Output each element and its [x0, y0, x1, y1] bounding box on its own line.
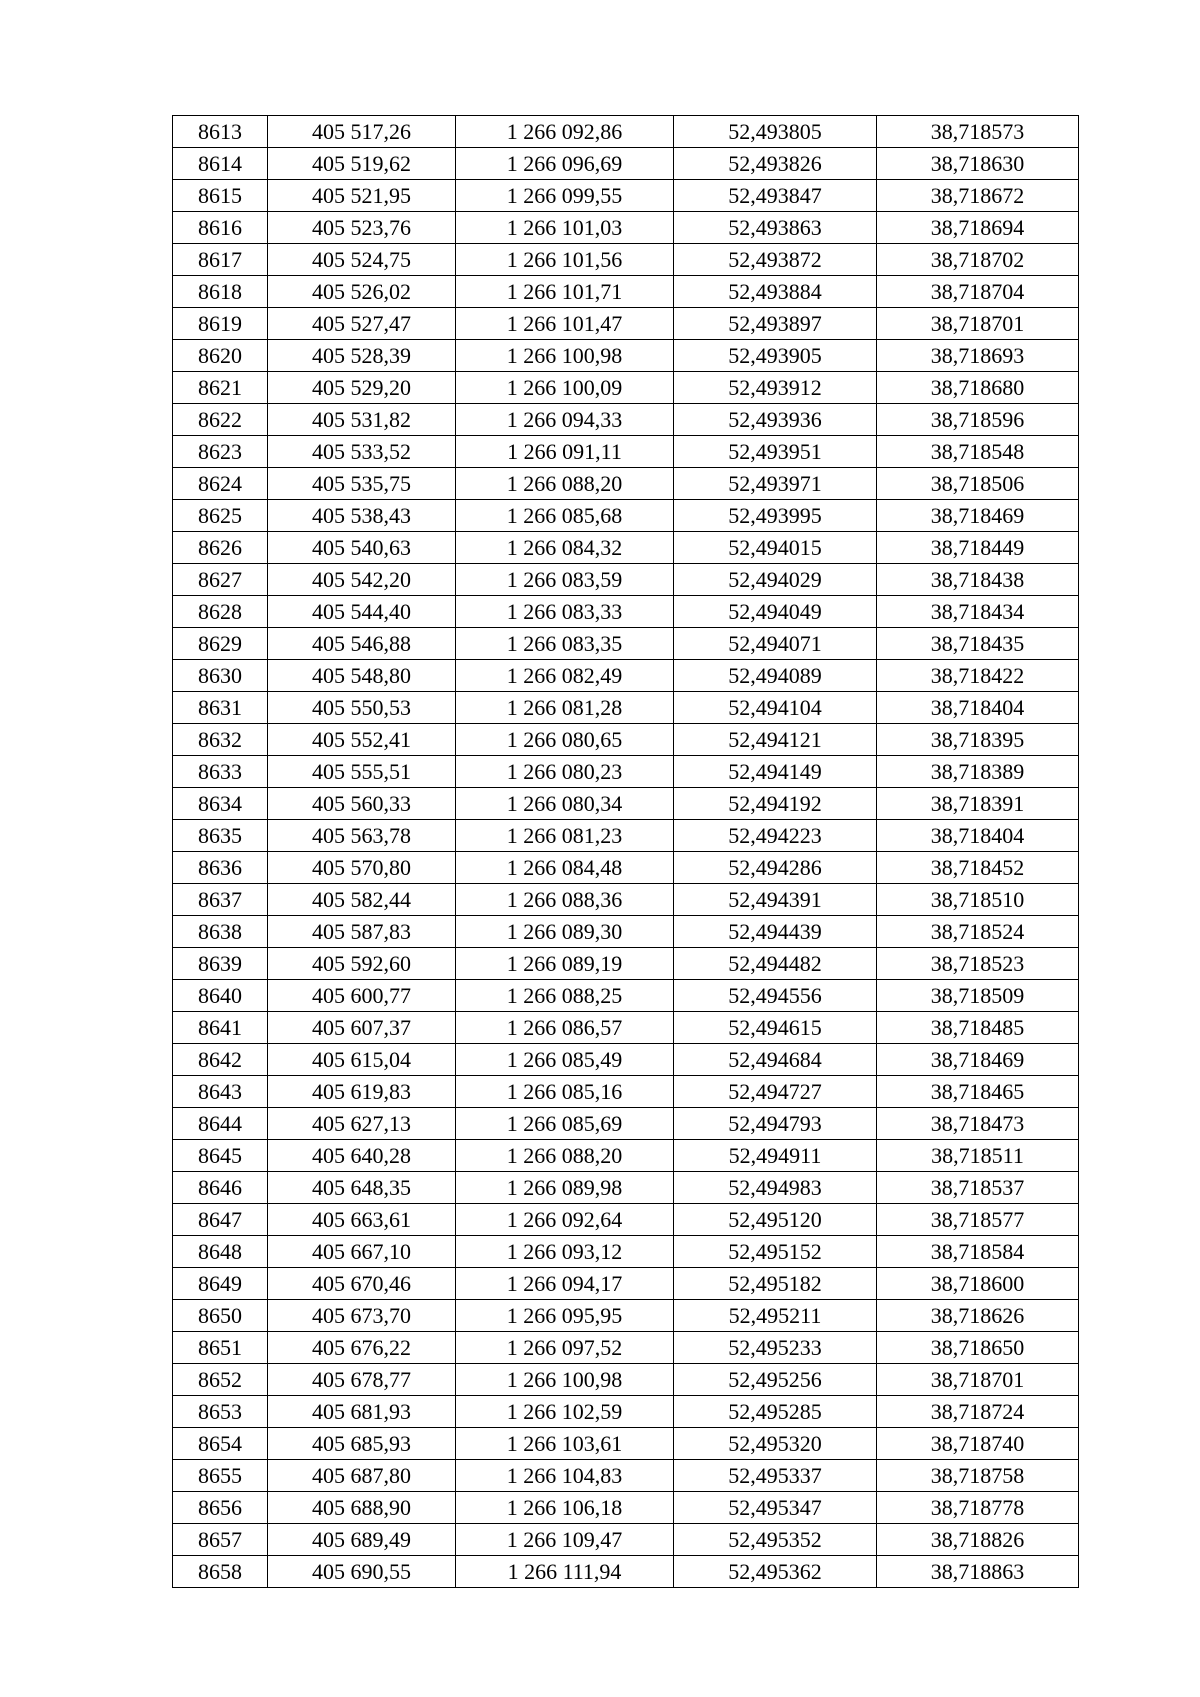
y-coordinate-cell: 1 266 111,94 [456, 1556, 674, 1588]
longitude-cell: 38,718395 [877, 724, 1079, 756]
latitude-cell: 52,494192 [674, 788, 877, 820]
y-coordinate-cell: 1 266 101,56 [456, 244, 674, 276]
y-coordinate-cell: 1 266 084,32 [456, 532, 674, 564]
latitude-cell: 52,494911 [674, 1140, 877, 1172]
latitude-cell: 52,493971 [674, 468, 877, 500]
point-number-cell: 8648 [173, 1236, 268, 1268]
latitude-cell: 52,493884 [674, 276, 877, 308]
latitude-cell: 52,495152 [674, 1236, 877, 1268]
x-coordinate-cell: 405 667,10 [268, 1236, 456, 1268]
latitude-cell: 52,494149 [674, 756, 877, 788]
y-coordinate-cell: 1 266 101,71 [456, 276, 674, 308]
longitude-cell: 38,718778 [877, 1492, 1079, 1524]
x-coordinate-cell: 405 560,33 [268, 788, 456, 820]
x-coordinate-cell: 405 538,43 [268, 500, 456, 532]
latitude-cell: 52,494015 [674, 532, 877, 564]
x-coordinate-cell: 405 570,80 [268, 852, 456, 884]
latitude-cell: 52,494793 [674, 1108, 877, 1140]
table-row [173, 1556, 1079, 1588]
longitude-cell: 38,718626 [877, 1300, 1079, 1332]
y-coordinate-cell: 1 266 083,35 [456, 628, 674, 660]
x-coordinate-cell: 405 685,93 [268, 1428, 456, 1460]
x-coordinate-cell: 405 531,82 [268, 404, 456, 436]
y-coordinate-cell: 1 266 080,23 [456, 756, 674, 788]
x-coordinate-cell: 405 592,60 [268, 948, 456, 980]
x-coordinate-cell: 405 523,76 [268, 212, 456, 244]
y-coordinate-cell: 1 266 080,34 [456, 788, 674, 820]
point-number-cell: 8652 [173, 1364, 268, 1396]
x-coordinate-cell: 405 600,77 [268, 980, 456, 1012]
latitude-cell: 52,494223 [674, 820, 877, 852]
point-number-cell: 8617 [173, 244, 268, 276]
latitude-cell: 52,493826 [674, 148, 877, 180]
longitude-cell: 38,718510 [877, 884, 1079, 916]
table-row [173, 436, 1079, 468]
y-coordinate-cell: 1 266 095,95 [456, 1300, 674, 1332]
point-number-cell: 8651 [173, 1332, 268, 1364]
table-row [173, 1076, 1079, 1108]
y-coordinate-cell: 1 266 085,16 [456, 1076, 674, 1108]
point-number-cell: 8631 [173, 692, 268, 724]
y-coordinate-cell: 1 266 089,30 [456, 916, 674, 948]
point-number-cell: 8635 [173, 820, 268, 852]
table-row [173, 1044, 1079, 1076]
x-coordinate-cell: 405 526,02 [268, 276, 456, 308]
y-coordinate-cell: 1 266 094,33 [456, 404, 674, 436]
point-number-cell: 8642 [173, 1044, 268, 1076]
x-coordinate-cell: 405 663,61 [268, 1204, 456, 1236]
latitude-cell: 52,495320 [674, 1428, 877, 1460]
table-row [173, 500, 1079, 532]
y-coordinate-cell: 1 266 085,69 [456, 1108, 674, 1140]
table-row [173, 372, 1079, 404]
point-number-cell: 8619 [173, 308, 268, 340]
y-coordinate-cell: 1 266 086,57 [456, 1012, 674, 1044]
point-number-cell: 8650 [173, 1300, 268, 1332]
point-number-cell: 8629 [173, 628, 268, 660]
x-coordinate-cell: 405 519,62 [268, 148, 456, 180]
y-coordinate-cell: 1 266 091,11 [456, 436, 674, 468]
x-coordinate-cell: 405 552,41 [268, 724, 456, 756]
coordinates-table [172, 115, 1079, 1588]
x-coordinate-cell: 405 521,95 [268, 180, 456, 212]
latitude-cell: 52,495352 [674, 1524, 877, 1556]
table-row [173, 148, 1079, 180]
longitude-cell: 38,718523 [877, 948, 1079, 980]
point-number-cell: 8657 [173, 1524, 268, 1556]
x-coordinate-cell: 405 681,93 [268, 1396, 456, 1428]
point-number-cell: 8654 [173, 1428, 268, 1460]
table-row [173, 1364, 1079, 1396]
point-number-cell: 8621 [173, 372, 268, 404]
latitude-cell: 52,494439 [674, 916, 877, 948]
point-number-cell: 8653 [173, 1396, 268, 1428]
y-coordinate-cell: 1 266 082,49 [456, 660, 674, 692]
x-coordinate-cell: 405 529,20 [268, 372, 456, 404]
y-coordinate-cell: 1 266 102,59 [456, 1396, 674, 1428]
latitude-cell: 52,494029 [674, 564, 877, 596]
latitude-cell: 52,495347 [674, 1492, 877, 1524]
latitude-cell: 52,495285 [674, 1396, 877, 1428]
longitude-cell: 38,718577 [877, 1204, 1079, 1236]
point-number-cell: 8634 [173, 788, 268, 820]
table-row [173, 532, 1079, 564]
table-row [173, 788, 1079, 820]
longitude-cell: 38,718473 [877, 1108, 1079, 1140]
x-coordinate-cell: 405 524,75 [268, 244, 456, 276]
y-coordinate-cell: 1 266 092,86 [456, 116, 674, 148]
table-row [173, 692, 1079, 724]
table-row [173, 852, 1079, 884]
point-number-cell: 8656 [173, 1492, 268, 1524]
y-coordinate-cell: 1 266 106,18 [456, 1492, 674, 1524]
latitude-cell: 52,495233 [674, 1332, 877, 1364]
table-row [173, 948, 1079, 980]
longitude-cell: 38,718469 [877, 500, 1079, 532]
table-row [173, 980, 1079, 1012]
table-row [173, 1524, 1079, 1556]
longitude-cell: 38,718469 [877, 1044, 1079, 1076]
table-row [173, 340, 1079, 372]
y-coordinate-cell: 1 266 088,20 [456, 468, 674, 500]
point-number-cell: 8643 [173, 1076, 268, 1108]
table-row [173, 1012, 1079, 1044]
table-row [173, 1268, 1079, 1300]
latitude-cell: 52,493951 [674, 436, 877, 468]
table-row [173, 244, 1079, 276]
x-coordinate-cell: 405 540,63 [268, 532, 456, 564]
table-row [173, 180, 1079, 212]
x-coordinate-cell: 405 689,49 [268, 1524, 456, 1556]
table-row [173, 1396, 1079, 1428]
table-row [173, 1332, 1079, 1364]
table-row [173, 404, 1079, 436]
x-coordinate-cell: 405 648,35 [268, 1172, 456, 1204]
latitude-cell: 52,494049 [674, 596, 877, 628]
point-number-cell: 8638 [173, 916, 268, 948]
table-row [173, 1108, 1079, 1140]
y-coordinate-cell: 1 266 099,55 [456, 180, 674, 212]
point-number-cell: 8633 [173, 756, 268, 788]
longitude-cell: 38,718435 [877, 628, 1079, 660]
table-row [173, 308, 1079, 340]
point-number-cell: 8655 [173, 1460, 268, 1492]
table-row [173, 1300, 1079, 1332]
longitude-cell: 38,718693 [877, 340, 1079, 372]
latitude-cell: 52,494983 [674, 1172, 877, 1204]
latitude-cell: 52,493805 [674, 116, 877, 148]
y-coordinate-cell: 1 266 094,17 [456, 1268, 674, 1300]
latitude-cell: 52,494615 [674, 1012, 877, 1044]
y-coordinate-cell: 1 266 083,59 [456, 564, 674, 596]
longitude-cell: 38,718404 [877, 692, 1079, 724]
table-row [173, 884, 1079, 916]
latitude-cell: 52,494121 [674, 724, 877, 756]
longitude-cell: 38,718701 [877, 308, 1079, 340]
point-number-cell: 8636 [173, 852, 268, 884]
x-coordinate-cell: 405 546,88 [268, 628, 456, 660]
x-coordinate-cell: 405 640,28 [268, 1140, 456, 1172]
y-coordinate-cell: 1 266 088,36 [456, 884, 674, 916]
y-coordinate-cell: 1 266 109,47 [456, 1524, 674, 1556]
table-row [173, 1204, 1079, 1236]
longitude-cell: 38,718630 [877, 148, 1079, 180]
x-coordinate-cell: 405 527,47 [268, 308, 456, 340]
y-coordinate-cell: 1 266 104,83 [456, 1460, 674, 1492]
point-number-cell: 8616 [173, 212, 268, 244]
y-coordinate-cell: 1 266 081,28 [456, 692, 674, 724]
point-number-cell: 8614 [173, 148, 268, 180]
table-row [173, 1172, 1079, 1204]
point-number-cell: 8637 [173, 884, 268, 916]
longitude-cell: 38,718422 [877, 660, 1079, 692]
longitude-cell: 38,718863 [877, 1556, 1079, 1588]
x-coordinate-cell: 405 550,53 [268, 692, 456, 724]
table-row [173, 468, 1079, 500]
point-number-cell: 8645 [173, 1140, 268, 1172]
point-number-cell: 8622 [173, 404, 268, 436]
latitude-cell: 52,495256 [674, 1364, 877, 1396]
x-coordinate-cell: 405 544,40 [268, 596, 456, 628]
y-coordinate-cell: 1 266 081,23 [456, 820, 674, 852]
longitude-cell: 38,718724 [877, 1396, 1079, 1428]
longitude-cell: 38,718596 [877, 404, 1079, 436]
x-coordinate-cell: 405 555,51 [268, 756, 456, 788]
x-coordinate-cell: 405 615,04 [268, 1044, 456, 1076]
point-number-cell: 8630 [173, 660, 268, 692]
table-row [173, 276, 1079, 308]
longitude-cell: 38,718701 [877, 1364, 1079, 1396]
x-coordinate-cell: 405 687,80 [268, 1460, 456, 1492]
point-number-cell: 8628 [173, 596, 268, 628]
x-coordinate-cell: 405 535,75 [268, 468, 456, 500]
latitude-cell: 52,494071 [674, 628, 877, 660]
longitude-cell: 38,718465 [877, 1076, 1079, 1108]
latitude-cell: 52,493995 [674, 500, 877, 532]
x-coordinate-cell: 405 587,83 [268, 916, 456, 948]
y-coordinate-cell: 1 266 088,25 [456, 980, 674, 1012]
x-coordinate-cell: 405 690,55 [268, 1556, 456, 1588]
latitude-cell: 52,495362 [674, 1556, 877, 1588]
table-row [173, 1428, 1079, 1460]
longitude-cell: 38,718524 [877, 916, 1079, 948]
longitude-cell: 38,718452 [877, 852, 1079, 884]
point-number-cell: 8613 [173, 116, 268, 148]
table-row [173, 1140, 1079, 1172]
x-coordinate-cell: 405 528,39 [268, 340, 456, 372]
latitude-cell: 52,493912 [674, 372, 877, 404]
y-coordinate-cell: 1 266 089,19 [456, 948, 674, 980]
point-number-cell: 8649 [173, 1268, 268, 1300]
latitude-cell: 52,495182 [674, 1268, 877, 1300]
table-row [173, 724, 1079, 756]
latitude-cell: 52,493872 [674, 244, 877, 276]
longitude-cell: 38,718537 [877, 1172, 1079, 1204]
table-row [173, 820, 1079, 852]
x-coordinate-cell: 405 688,90 [268, 1492, 456, 1524]
latitude-cell: 52,494391 [674, 884, 877, 916]
table-row [173, 1492, 1079, 1524]
table-row [173, 756, 1079, 788]
table-row [173, 660, 1079, 692]
x-coordinate-cell: 405 582,44 [268, 884, 456, 916]
longitude-cell: 38,718485 [877, 1012, 1079, 1044]
latitude-cell: 52,495120 [674, 1204, 877, 1236]
longitude-cell: 38,718573 [877, 116, 1079, 148]
longitude-cell: 38,718672 [877, 180, 1079, 212]
latitude-cell: 52,494556 [674, 980, 877, 1012]
point-number-cell: 8615 [173, 180, 268, 212]
point-number-cell: 8644 [173, 1108, 268, 1140]
x-coordinate-cell: 405 619,83 [268, 1076, 456, 1108]
point-number-cell: 8623 [173, 436, 268, 468]
x-coordinate-cell: 405 533,52 [268, 436, 456, 468]
table-row [173, 212, 1079, 244]
point-number-cell: 8627 [173, 564, 268, 596]
longitude-cell: 38,718511 [877, 1140, 1079, 1172]
point-number-cell: 8640 [173, 980, 268, 1012]
longitude-cell: 38,718584 [877, 1236, 1079, 1268]
y-coordinate-cell: 1 266 100,98 [456, 340, 674, 372]
y-coordinate-cell: 1 266 085,49 [456, 1044, 674, 1076]
y-coordinate-cell: 1 266 084,48 [456, 852, 674, 884]
point-number-cell: 8626 [173, 532, 268, 564]
point-number-cell: 8639 [173, 948, 268, 980]
longitude-cell: 38,718438 [877, 564, 1079, 596]
y-coordinate-cell: 1 266 088,20 [456, 1140, 674, 1172]
latitude-cell: 52,494104 [674, 692, 877, 724]
table-row [173, 916, 1079, 948]
longitude-cell: 38,718650 [877, 1332, 1079, 1364]
longitude-cell: 38,718449 [877, 532, 1079, 564]
point-number-cell: 8647 [173, 1204, 268, 1236]
y-coordinate-cell: 1 266 103,61 [456, 1428, 674, 1460]
x-coordinate-cell: 405 678,77 [268, 1364, 456, 1396]
point-number-cell: 8641 [173, 1012, 268, 1044]
latitude-cell: 52,493905 [674, 340, 877, 372]
point-number-cell: 8632 [173, 724, 268, 756]
y-coordinate-cell: 1 266 101,47 [456, 308, 674, 340]
point-number-cell: 8625 [173, 500, 268, 532]
table-row [173, 596, 1079, 628]
longitude-cell: 38,718389 [877, 756, 1079, 788]
x-coordinate-cell: 405 673,70 [268, 1300, 456, 1332]
longitude-cell: 38,718704 [877, 276, 1079, 308]
table-row [173, 564, 1079, 596]
longitude-cell: 38,718404 [877, 820, 1079, 852]
y-coordinate-cell: 1 266 100,09 [456, 372, 674, 404]
x-coordinate-cell: 405 607,37 [268, 1012, 456, 1044]
point-number-cell: 8658 [173, 1556, 268, 1588]
longitude-cell: 38,718391 [877, 788, 1079, 820]
y-coordinate-cell: 1 266 101,03 [456, 212, 674, 244]
x-coordinate-cell: 405 548,80 [268, 660, 456, 692]
y-coordinate-cell: 1 266 083,33 [456, 596, 674, 628]
latitude-cell: 52,494684 [674, 1044, 877, 1076]
table-row [173, 1236, 1079, 1268]
longitude-cell: 38,718826 [877, 1524, 1079, 1556]
longitude-cell: 38,718509 [877, 980, 1079, 1012]
x-coordinate-cell: 405 670,46 [268, 1268, 456, 1300]
longitude-cell: 38,718548 [877, 436, 1079, 468]
y-coordinate-cell: 1 266 092,64 [456, 1204, 674, 1236]
point-number-cell: 8646 [173, 1172, 268, 1204]
longitude-cell: 38,718740 [877, 1428, 1079, 1460]
latitude-cell: 52,493936 [674, 404, 877, 436]
y-coordinate-cell: 1 266 085,68 [456, 500, 674, 532]
x-coordinate-cell: 405 542,20 [268, 564, 456, 596]
latitude-cell: 52,494482 [674, 948, 877, 980]
longitude-cell: 38,718758 [877, 1460, 1079, 1492]
point-number-cell: 8620 [173, 340, 268, 372]
longitude-cell: 38,718702 [877, 244, 1079, 276]
x-coordinate-cell: 405 563,78 [268, 820, 456, 852]
table-row [173, 1460, 1079, 1492]
longitude-cell: 38,718434 [877, 596, 1079, 628]
longitude-cell: 38,718600 [877, 1268, 1079, 1300]
table-row [173, 628, 1079, 660]
latitude-cell: 52,494089 [674, 660, 877, 692]
y-coordinate-cell: 1 266 080,65 [456, 724, 674, 756]
latitude-cell: 52,494727 [674, 1076, 877, 1108]
y-coordinate-cell: 1 266 097,52 [456, 1332, 674, 1364]
table-row [173, 116, 1079, 148]
y-coordinate-cell: 1 266 096,69 [456, 148, 674, 180]
y-coordinate-cell: 1 266 089,98 [456, 1172, 674, 1204]
coordinates-table-body [173, 116, 1079, 1588]
point-number-cell: 8618 [173, 276, 268, 308]
longitude-cell: 38,718506 [877, 468, 1079, 500]
latitude-cell: 52,495337 [674, 1460, 877, 1492]
y-coordinate-cell: 1 266 093,12 [456, 1236, 674, 1268]
latitude-cell: 52,493863 [674, 212, 877, 244]
latitude-cell: 52,493847 [674, 180, 877, 212]
x-coordinate-cell: 405 517,26 [268, 116, 456, 148]
x-coordinate-cell: 405 676,22 [268, 1332, 456, 1364]
latitude-cell: 52,493897 [674, 308, 877, 340]
latitude-cell: 52,495211 [674, 1300, 877, 1332]
longitude-cell: 38,718680 [877, 372, 1079, 404]
point-number-cell: 8624 [173, 468, 268, 500]
longitude-cell: 38,718694 [877, 212, 1079, 244]
x-coordinate-cell: 405 627,13 [268, 1108, 456, 1140]
y-coordinate-cell: 1 266 100,98 [456, 1364, 674, 1396]
latitude-cell: 52,494286 [674, 852, 877, 884]
